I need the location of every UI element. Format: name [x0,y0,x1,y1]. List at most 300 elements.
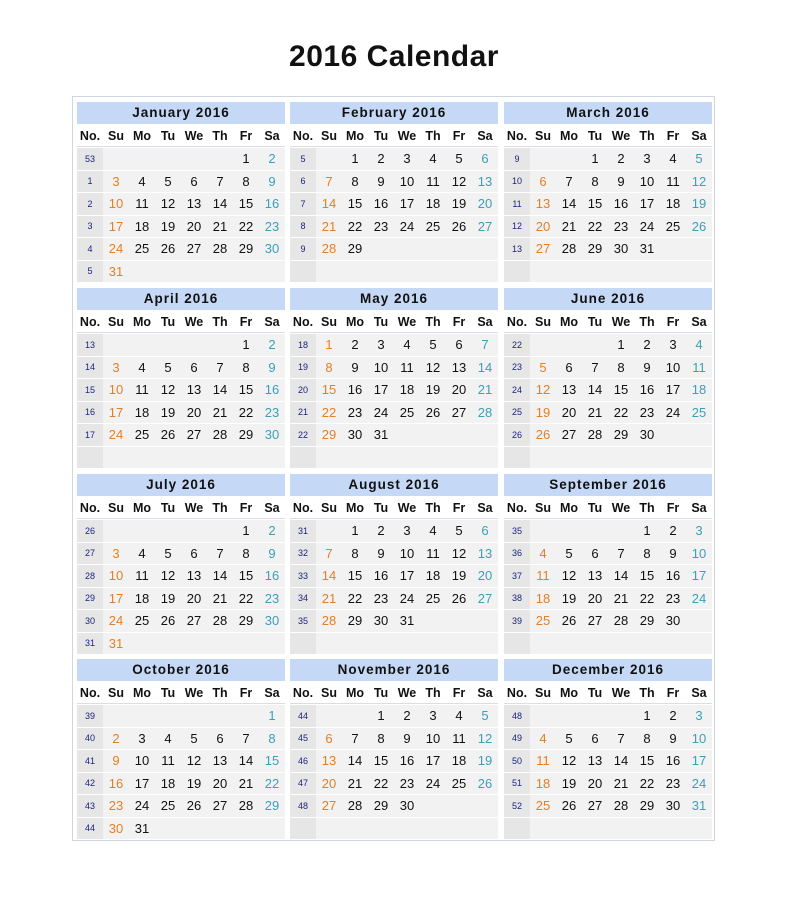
day-cell: 27 [316,795,342,817]
day-cell: 22 [259,773,285,795]
week-row [290,565,498,587]
day-cell: 11 [129,379,155,401]
day-cell [181,148,207,170]
day-cell [420,795,446,817]
day-cell: 11 [420,543,446,565]
week-number: 42 [77,773,103,795]
week-number-header: No. [290,125,316,147]
day-cell: 16 [259,193,285,215]
day-cell: 30 [103,818,129,840]
weekday-header: We [394,497,420,519]
day-cell: 15 [316,379,342,401]
month-title: May 2016 [290,288,498,310]
day-cell: 15 [259,750,285,772]
day-cell [582,334,608,356]
day-cell [368,261,394,283]
day-cell: 20 [530,216,556,238]
day-cell [233,261,259,283]
week-row [504,261,712,283]
day-cell: 14 [608,750,634,772]
day-cell: 24 [420,773,446,795]
weekday-header: Fr [446,497,472,519]
day-cell: 27 [181,238,207,260]
day-cell [259,261,285,283]
week-row [290,588,498,610]
day-cell: 15 [608,379,634,401]
month-grid [504,310,712,469]
day-cell: 4 [129,543,155,565]
day-cell: 28 [233,795,259,817]
day-cell: 13 [582,750,608,772]
week-row [290,261,498,283]
day-cell [155,334,181,356]
day-cell: 25 [155,795,181,817]
day-cell [686,238,712,260]
day-cell [446,261,472,283]
day-cell: 1 [342,148,368,170]
day-cell: 27 [582,795,608,817]
weekday-header-row [290,311,498,333]
weekday-header: Fr [660,125,686,147]
day-cell [181,520,207,542]
day-cell: 18 [129,588,155,610]
weekday-header-row [77,682,285,704]
day-cell: 27 [472,588,498,610]
day-cell: 19 [530,402,556,424]
week-number: 3 [77,216,103,238]
day-cell: 28 [556,238,582,260]
day-cell: 8 [608,357,634,379]
month-block [504,102,712,283]
month-title: January 2016 [77,102,285,124]
day-cell: 15 [634,750,660,772]
day-cell [259,447,285,469]
day-cell: 24 [103,238,129,260]
week-row [504,424,712,446]
day-cell [155,818,181,840]
day-cell: 17 [394,565,420,587]
day-cell: 20 [181,216,207,238]
day-cell: 18 [446,750,472,772]
week-number: 52 [504,795,530,817]
day-cell: 30 [394,795,420,817]
week-number: 36 [504,543,530,565]
day-cell: 19 [686,193,712,215]
week-row [290,334,498,356]
day-cell [207,334,233,356]
day-cell: 9 [368,171,394,193]
day-cell: 26 [420,402,446,424]
day-cell: 25 [686,402,712,424]
week-number [504,633,530,655]
day-cell: 29 [342,238,368,260]
day-cell: 20 [582,588,608,610]
day-cell [129,705,155,727]
day-cell: 27 [530,238,556,260]
weekday-header: Mo [556,311,582,333]
day-cell: 29 [368,795,394,817]
day-cell: 17 [129,773,155,795]
weekday-header: Sa [259,311,285,333]
weekday-header: Mo [556,497,582,519]
day-cell: 21 [608,773,634,795]
day-cell: 24 [394,588,420,610]
month-grid [290,681,498,840]
month-grid [290,496,498,655]
day-cell [368,818,394,840]
day-cell [394,633,420,655]
weekday-header: Mo [556,682,582,704]
day-cell: 15 [342,565,368,587]
day-cell [556,261,582,283]
day-cell: 28 [207,238,233,260]
weekday-header: Tu [155,311,181,333]
day-cell [420,261,446,283]
day-cell [556,520,582,542]
month-grid [504,124,712,283]
month-grid [77,681,285,840]
weekday-header: Sa [472,497,498,519]
day-cell: 22 [634,773,660,795]
week-number [77,447,103,469]
day-cell: 9 [259,171,285,193]
day-cell: 9 [103,750,129,772]
day-cell [472,818,498,840]
day-cell: 2 [368,520,394,542]
day-cell [207,520,233,542]
day-cell [556,818,582,840]
week-row [77,565,285,587]
day-cell: 8 [634,543,660,565]
month-block [77,102,285,283]
day-cell: 8 [342,171,368,193]
week-number-header: No. [77,497,103,519]
day-cell: 17 [686,565,712,587]
day-cell: 9 [342,357,368,379]
day-cell: 3 [660,334,686,356]
day-cell: 23 [660,773,686,795]
week-row [504,357,712,379]
day-cell: 15 [233,379,259,401]
day-cell: 2 [608,148,634,170]
day-cell: 12 [155,193,181,215]
day-cell [608,447,634,469]
day-cell [530,818,556,840]
day-cell: 22 [342,588,368,610]
week-row [77,171,285,193]
day-cell [342,261,368,283]
week-number: 1 [77,171,103,193]
day-cell: 25 [129,424,155,446]
day-cell: 11 [446,728,472,750]
day-cell: 13 [472,543,498,565]
day-cell: 15 [368,750,394,772]
day-cell [342,633,368,655]
week-number: 31 [77,633,103,655]
day-cell: 1 [233,334,259,356]
week-row [504,193,712,215]
day-cell: 28 [207,610,233,632]
day-cell: 17 [420,750,446,772]
week-number: 26 [504,424,530,446]
day-cell: 9 [259,543,285,565]
weekday-header: Sa [686,311,712,333]
day-cell: 6 [446,334,472,356]
day-cell: 26 [446,216,472,238]
day-cell: 10 [660,357,686,379]
week-number-header: No. [504,311,530,333]
week-row [77,520,285,542]
day-cell: 25 [420,216,446,238]
day-cell: 21 [608,588,634,610]
day-cell: 27 [207,795,233,817]
day-cell: 6 [582,543,608,565]
week-number: 11 [504,193,530,215]
day-cell: 9 [660,543,686,565]
weekday-header: Su [316,311,342,333]
day-cell: 26 [446,588,472,610]
day-cell: 28 [608,610,634,632]
day-cell [129,148,155,170]
week-row [77,216,285,238]
day-cell: 24 [686,773,712,795]
weekday-header: Tu [582,311,608,333]
day-cell [129,334,155,356]
day-cell: 12 [446,171,472,193]
day-cell [608,705,634,727]
day-cell: 1 [582,148,608,170]
day-cell [634,633,660,655]
week-row [77,705,285,727]
day-cell [530,633,556,655]
day-cell: 1 [233,520,259,542]
day-cell: 16 [634,379,660,401]
month-grid [77,496,285,655]
day-cell: 19 [181,773,207,795]
day-cell: 6 [556,357,582,379]
day-cell [446,633,472,655]
day-cell: 13 [582,565,608,587]
day-cell: 11 [129,193,155,215]
day-cell: 23 [394,773,420,795]
day-cell [608,520,634,542]
day-cell [472,610,498,632]
week-row [77,261,285,283]
month-title: August 2016 [290,474,498,496]
day-cell: 10 [129,750,155,772]
day-cell: 24 [394,216,420,238]
day-cell: 24 [103,424,129,446]
day-cell: 6 [316,728,342,750]
day-cell: 13 [207,750,233,772]
week-row [504,773,712,795]
weekday-header-row [77,497,285,519]
day-cell: 7 [207,171,233,193]
day-cell: 7 [207,543,233,565]
day-cell [207,148,233,170]
week-row [77,148,285,170]
weekday-header: Sa [686,125,712,147]
week-number: 20 [290,379,316,401]
day-cell: 8 [233,543,259,565]
day-cell: 16 [368,565,394,587]
day-cell: 15 [582,193,608,215]
day-cell: 29 [634,795,660,817]
day-cell [472,238,498,260]
day-cell: 11 [686,357,712,379]
weekday-header: Th [634,682,660,704]
day-cell: 21 [342,773,368,795]
day-cell: 19 [155,216,181,238]
week-number: 35 [504,520,530,542]
day-cell: 30 [660,610,686,632]
day-cell [394,818,420,840]
day-cell: 18 [129,402,155,424]
week-number: 13 [77,334,103,356]
week-number: 32 [290,543,316,565]
day-cell: 22 [316,402,342,424]
day-cell: 1 [368,705,394,727]
day-cell: 20 [316,773,342,795]
day-cell: 16 [342,379,368,401]
day-cell [207,705,233,727]
day-cell: 19 [420,379,446,401]
day-cell: 17 [103,402,129,424]
week-row [77,588,285,610]
week-row [290,773,498,795]
week-number: 8 [290,216,316,238]
week-row [504,795,712,817]
day-cell [420,633,446,655]
day-cell: 9 [259,357,285,379]
weekday-header: We [608,125,634,147]
week-row [77,543,285,565]
day-cell [129,261,155,283]
week-number: 35 [290,610,316,632]
day-cell: 9 [634,357,660,379]
week-row [504,565,712,587]
day-cell [472,424,498,446]
day-cell: 16 [368,193,394,215]
day-cell: 18 [420,565,446,587]
week-number: 6 [290,171,316,193]
day-cell: 30 [634,424,660,446]
week-row [290,148,498,170]
week-row [504,543,712,565]
day-cell: 1 [233,148,259,170]
week-row [504,520,712,542]
day-cell: 4 [155,728,181,750]
week-number [290,633,316,655]
weekday-header-row [504,497,712,519]
day-cell: 10 [394,543,420,565]
day-cell [394,261,420,283]
day-cell: 23 [259,216,285,238]
week-row [77,750,285,772]
day-cell: 20 [472,565,498,587]
day-cell [634,818,660,840]
weekday-header: Th [420,497,446,519]
day-cell: 2 [259,334,285,356]
weekday-header: Tu [582,497,608,519]
week-row [77,728,285,750]
day-cell: 13 [316,750,342,772]
day-cell: 8 [342,543,368,565]
day-cell [181,705,207,727]
day-cell [420,818,446,840]
week-number: 39 [504,610,530,632]
week-row [290,424,498,446]
weekday-header: Su [103,125,129,147]
month-block [504,659,712,840]
day-cell: 7 [472,334,498,356]
weekday-header: Su [530,497,556,519]
day-cell: 7 [582,357,608,379]
day-cell: 18 [420,193,446,215]
day-cell: 9 [608,171,634,193]
week-number: 33 [290,565,316,587]
day-cell: 2 [368,148,394,170]
week-row [290,216,498,238]
day-cell: 7 [342,728,368,750]
day-cell: 5 [420,334,446,356]
weekday-header-row [290,125,498,147]
week-number [504,447,530,469]
weekday-header: Su [530,682,556,704]
day-cell: 8 [316,357,342,379]
day-cell: 19 [446,565,472,587]
day-cell: 10 [368,357,394,379]
weekday-header-row [77,125,285,147]
day-cell [233,818,259,840]
day-cell: 11 [420,171,446,193]
day-cell: 18 [530,588,556,610]
day-cell: 28 [342,795,368,817]
day-cell [420,424,446,446]
week-row [290,705,498,727]
day-cell: 7 [608,728,634,750]
day-cell: 6 [582,728,608,750]
day-cell: 14 [233,750,259,772]
weekday-header-row [290,682,498,704]
weekday-header: Fr [660,497,686,519]
day-cell: 6 [530,171,556,193]
weekday-header: Tu [155,497,181,519]
weekday-header-row [504,311,712,333]
day-cell: 6 [181,357,207,379]
week-row [290,543,498,565]
week-number: 22 [290,424,316,446]
weekday-header: Fr [233,682,259,704]
day-cell: 10 [394,171,420,193]
day-cell: 14 [207,193,233,215]
month-title: September 2016 [504,474,712,496]
day-cell: 29 [233,238,259,260]
day-cell: 10 [634,171,660,193]
week-row [504,148,712,170]
day-cell: 18 [155,773,181,795]
day-cell [155,447,181,469]
day-cell [582,818,608,840]
day-cell [686,633,712,655]
day-cell: 16 [394,750,420,772]
week-number: 50 [504,750,530,772]
week-number: 49 [504,728,530,750]
day-cell: 1 [316,334,342,356]
day-cell: 12 [181,750,207,772]
day-cell [686,610,712,632]
day-cell: 30 [342,424,368,446]
